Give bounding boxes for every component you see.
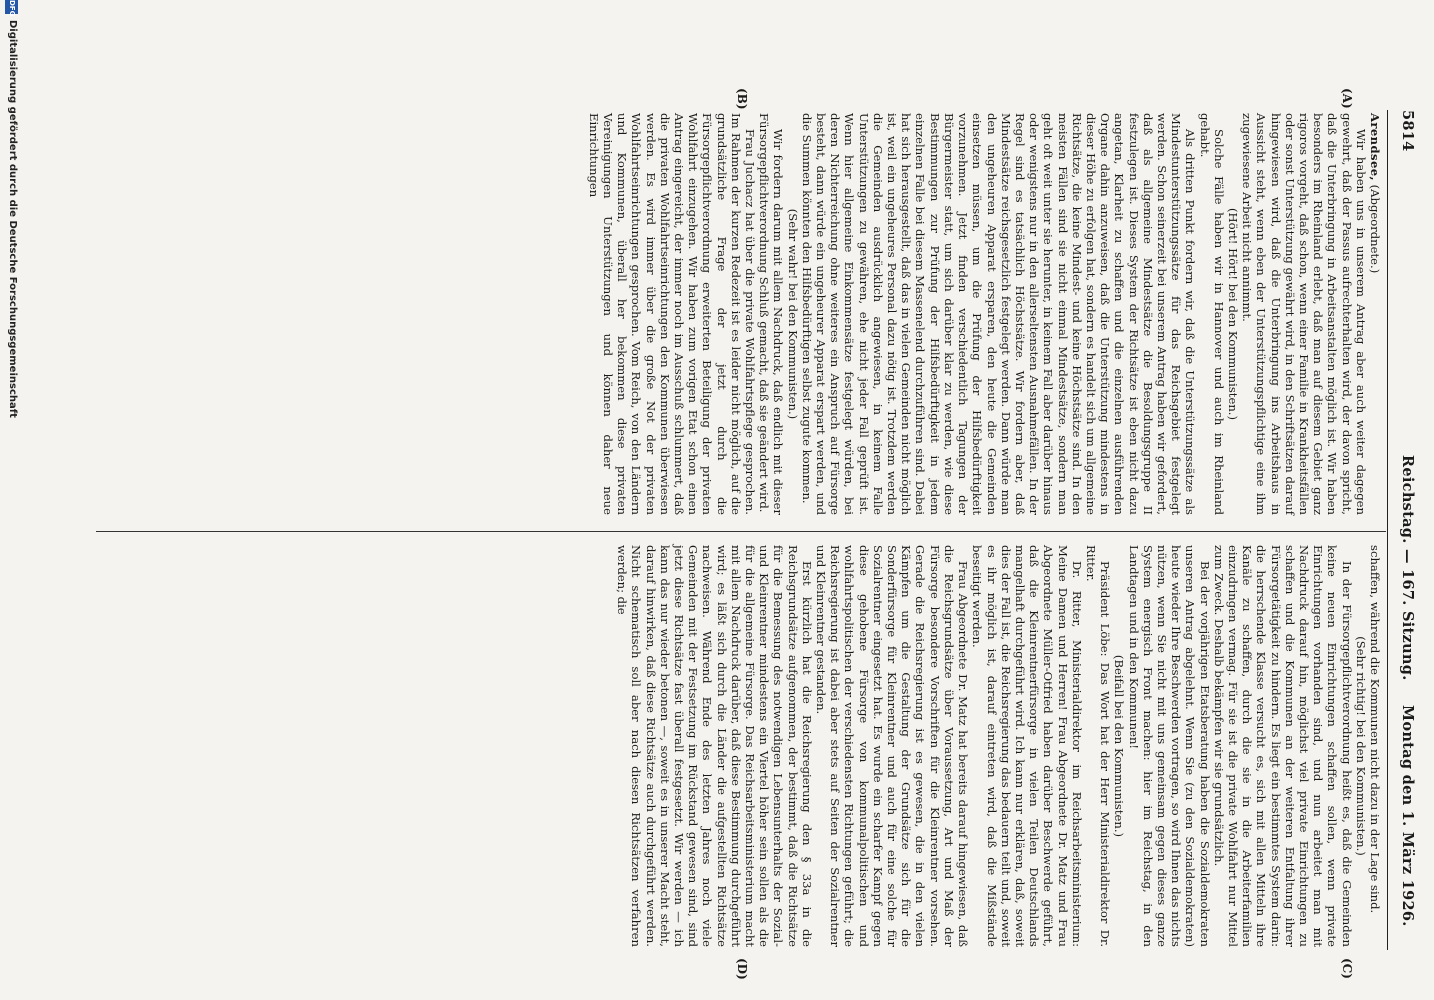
margin-marker-b: (B) — [735, 88, 749, 110]
dfg-logo-icon: DFG — [5, 0, 18, 14]
speaker-name: Arendsee, — [1368, 113, 1382, 181]
header-title: Reichstag. — 167. Sitzung. — [1399, 455, 1416, 681]
paragraph: Erst kürzlich hat die Reichsregierung den § 33a in die Reichsgrundsätze aufgenommen, der bestimmt, daß die Richtsätze für die Bemessung des notwendigen Lebensunterhalts der Sozial- und Kleinrentner mindestens ein Viertel höher sein sollen als die für die allgemeine Fürsorge. Das Reichsarbeitsministerium macht mit allem Nachdruck darüber, daß diese Bestimmung durchgeführt wird; es läßt sich durch die Länder die aufgestellten Richtsätze nachweisen. Während Ende des letzten Jahres noch viele Gemeinden mit der Festsetzung im Rückstand gewesen sind, sind jetzt diese Richtsätze fast überall festgesetzt. Wir werden — ich kann das nur wieder betonen —, soweit es in unserer Macht steht, darauf hinwirken, daß diese Richtsätze auch durchgeführt werden. Nicht schematisch soll aber nach diesen Richtsätzen verfahren werden; die — [615, 545, 814, 947]
interjection: (Sehr wahr! bei den Kommunisten.) — [785, 208, 800, 420]
speaker-role: (Abgeordnete.) — [1368, 184, 1382, 274]
page-header — [1392, 110, 1416, 950]
header-date: Montag den 1. März 1926. — [1399, 705, 1416, 927]
paragraph: schaffen, während die Kommunen nicht dazu in der Lage sind. — [1368, 545, 1382, 914]
paragraph: Frau Juchacz hat über die private Wohlfahrtspflege gesprochen. Im Rahmen der kurzen Redezeit ist es leider nicht möglich, auf die grundsätzliche Frage der jetzt durch die Fürsorgepflichtverordnung erweiterten Beteiligung der privaten Wohlfahrt einzugehen. Wir haben zum vorigen Etat schon einen Antrag eingereicht, der immer noch im Ausschuß schlummert, daß die privaten Wohlfahrtseinrichtungen den Kommunen überwiesen werden. Es wird immer über die große Not der privaten Wohlfahrtseinrichtungen gesprochen. Vom Reich, von den Ländern und Kommunen, überall her bekommen diese privaten Vereinigungen Unterstützungen und können daher neue Einrichtungen — [586, 113, 758, 515]
paragraph: Wir haben uns in unserem Antrag aber auch weiter dagegen gewehrt, daß der Passus aufrechterhalten wird, der davon spricht, daß die Unterbringung in Arbeitsanstalten möglich ist. Wir haben besonders im Rheinland erlebt, daß man auf diesem Gebiet ganz rigoros vorgeht, daß schon, wenn einer Familie in Krankheitsfällen oder sonst Unterstützung gewährt wird, in den Schriftsätzen darauf hingewiesen wird, daß die Unterbringung ins Arbeitshaus in Aussicht steht, wenn eben der Unterstützungspflichtige eine ihm zugewiesene Arbeit nicht annimmt. — [1240, 113, 1368, 515]
paragraph: Bei der vorjährigen Etatsberatung haben die Sozialdemokraten unseren Antrag abgelehnt. Wenn Sie (zu den Sozialdemokraten) heute wieder Ihre Beschwerden vortragen, so wird Ihnen das nichts nützen, wenn Sie nicht mit uns gemeinsam gegen dieses ganze System energisch Front machen: hier im Reichstag, in den Landtagen und in den Kommunen! — [1126, 545, 1212, 947]
column-divider — [96, 531, 1386, 532]
paragraph — [1368, 113, 1382, 515]
credit-text: Digitalisierung gefördert durch die Deutsche Forschungsgemeinschaft — [7, 20, 18, 418]
paragraph: Dr. Ritter, Ministerialdirektor im Reichsarbeitsministerium: Meine Damen und Herren! Frau Abgeordnete Dr. Matz und Frau Abgeordnete Müller-Otfried haben darüber Beschwerde geführt, daß die Kleinrentnerfürsorge in vielen Teilen Deutschlands mangelhaft durchgeführt wird. Ich kann nur erklären, daß, soweit dies der Fall ist, die Reichsregierung das bedauern teilt und, soweit es ihr möglich ist, darauf eintreten wird, daß die Mißstände beseitigt werden. — [970, 545, 1084, 947]
margin-marker-d: (D) — [735, 958, 749, 980]
paragraph: Solche Fälle haben wir in Hannover und auch im Rheinland gehabt. — [1197, 113, 1226, 515]
header-rule — [1387, 110, 1388, 950]
paragraph: In der Fürsorgepflichtverordnung heißt es, daß die Gemeinden keine neuen Einrichtungen schaffen sollen, wenn private Einrichtungen vorhanden sind, und nun arbeitet man mit Nachdruck darauf hin, möglichst viel private Einrichtungen zu schaffen und die Kommunen an der weiteren Entfaltung ihrer Fürsorgetätigkeit zu hindern. Es liegt ein bestimmtes System darin: die herrschende Klasse versucht es, sich mit allen Mitteln ihre Kanäle zu schaffen, durch die sie in die Arbeiterfamilien einzudringen vermag. Für sie ist die private Wohlfahrt nur Mittel zum Zweck. Deshalb bekämpfen wir sie grundsätzlich. — [1211, 545, 1354, 947]
interjection: (Sehr richtig! bei den Kommunisten.) — [1353, 636, 1368, 856]
margin-marker-c: (C) — [1340, 958, 1354, 979]
interjection: (Beifall bei den Kommunisten.) — [1112, 654, 1127, 838]
paragraph: Als dritten Punkt fordern wir, daß die Unterstützungssätze als Mindestunterstützungssätze für das Reichsgebiet festgelegt werden. Schon seinerzeit bei unserem Antrag haben wir gefordert, daß als allgemeine Mindestsätze die Besoldungsgruppe II festzulegen ist. Dieses System der Richtsätze ist eben nicht dazu angetan, Klarheit zu schaffen und die einzelnen ausführenden Organe dahin anzuweisen, daß die Unterstützung mindestens in dieser Höhe zu erfolgen hat, sondern es handelt sich um allgemeine Richtsätze, die keine Mindest- und keine Höchstsätze sind. In den meisten Fällen sind sie nicht einmal Mindestsätze, sondern man geht oft weit unter sie herunter, in keinem Fall aber darüber hinaus oder wenigstens nur in den allerseltensten Ausnahmefällen. In der Regel sind es tatsächlich Höchstsätze. Wir fordern aber, daß Mindestsätze reichsgesetzlich festgelegt werden. Dann würde man den ungeheuren Apparat ersparen, den heute die Gemeinden einsetzen müssen, um die Prüfung der Hilfsbedürftigkeit vorzunehmen. Jetzt finden verschiedentlich Tagungen der Bürgermeister statt, um sich darüber klar zu werden, wie diese Bestimmungen zur Prüfung der Hilfsbedürftigkeit in jedem einzelnen Falle bei diesem Massenelend durchzuführen sind. Dabei hat sich herausgestellt, daß das in vielen Gemeinden nicht möglich ist, weil ein ungeheures Personal dazu nötig ist. Trotzdem werden die Gemeinden ausdrücklich angewiesen, in keinem Falle Unterstützungen zu gewähren, ehe nicht jeder Fall geprüft ist. Wenn hier allgemeine Einkommensätze festgelegt würden, bei deren Nichterreichung ohne weiteres ein Anspruch auf Fürsorge besteht, dann würde ein ungeheurer Apparat erspart werden, und die Summen könnten den Hilfsbedürftigen selbst zugute kommen. — [799, 113, 1198, 515]
paragraph: Wir fordern darum mit allem Nachdruck, daß endlich mit dieser Fürsorgepflichtverordnung Schluß gemacht, daß sie geändert wird. — [757, 113, 786, 515]
margin-marker-a: (A) — [1340, 88, 1354, 109]
interjection: (Hört! Hört! bei den Kommunisten.) — [1225, 207, 1240, 420]
paragraph: Präsident Löbe: Das Wort hat der Herr Ministerialdirektor Dr. Ritter. — [1083, 545, 1113, 947]
paragraph: Frau Abgeordnete Dr. Matz hat bereits darauf hingewiesen, daß die Reichsgrundsätze über Voraussetzung, Art und Maß der Fürsorge besondere Vorschriften für die Kleinrentner vorsehen. Gerade die Reichsregierung ist es gewesen, die in den vielen Kämpfen um die Gestaltung der Grundsätze sich für die Sonderfürsorge für Kleinrentner und auch für eine solche für Sozialrentner eingesetzt hat. Es wurde ein scharfer Kampf gegen diese gehobene Fürsorge von kommunalpolitischen und wohlfahrtspolitischen der verschiedensten Richtungen geführt; die Reichsregierung ist dabei aber stets auf Seiten der Sozialrentner und Kleinrentner gestanden. — [814, 545, 971, 947]
page-number: 5814 — [1399, 110, 1416, 152]
left-column — [587, 113, 1382, 515]
right-column — [615, 545, 1382, 947]
digitization-credit — [4, 0, 18, 1000]
